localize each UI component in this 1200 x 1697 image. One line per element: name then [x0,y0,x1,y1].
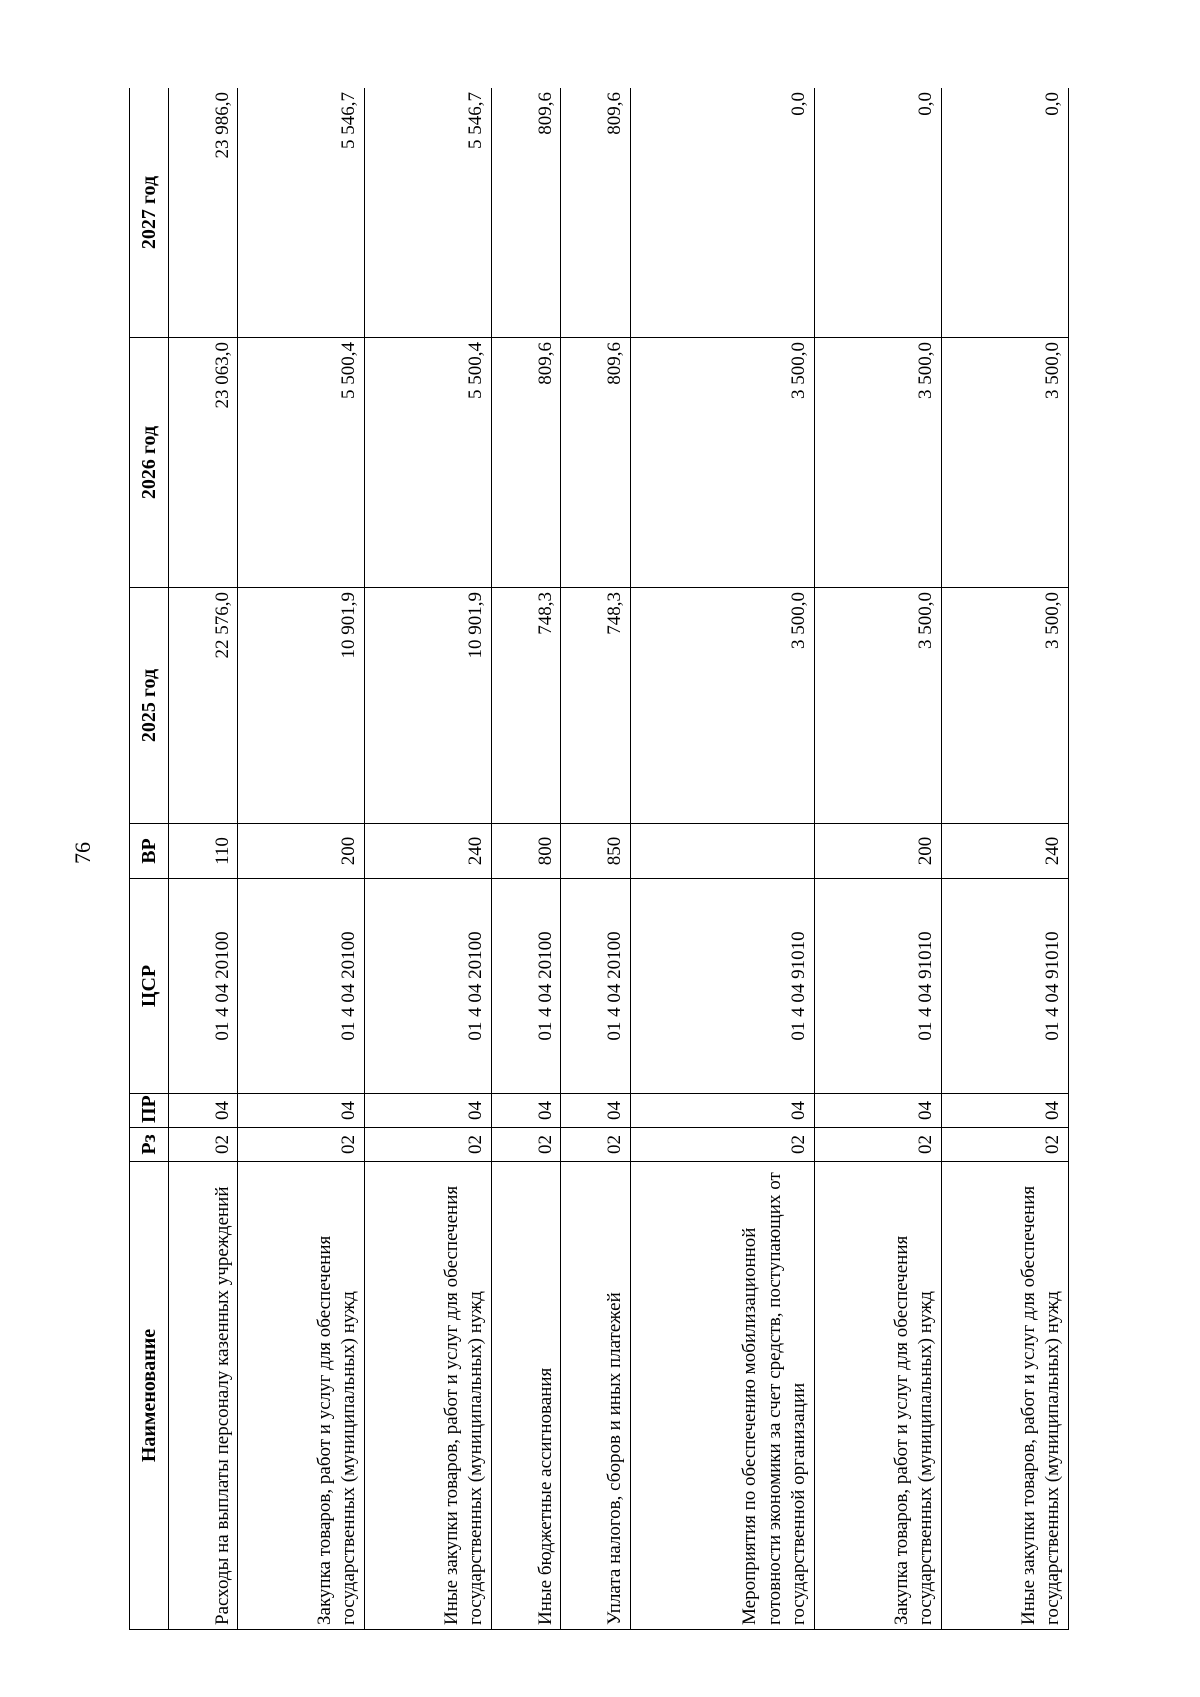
row-rz: 02 [942,1128,1069,1162]
header-vr: ВР [130,824,169,879]
table-row [492,88,561,1630]
row-2025: 10 901,9 [238,588,365,824]
row-pr: 04 [365,1094,492,1128]
row-rz: 02 [630,1128,815,1162]
header-2027: 2027 год [130,88,169,338]
row-csr: 01 4 04 20100 [169,879,238,1094]
row-2025: 3 500,0 [630,588,815,824]
row-rz: 02 [365,1128,492,1162]
row-2026: 5 500,4 [238,338,365,588]
row-csr: 01 4 04 20100 [492,879,561,1094]
row-2026: 3 500,0 [630,338,815,588]
table-row [942,88,1069,1630]
row-rz: 02 [238,1128,365,1162]
table-body [169,88,1069,1630]
row-pr: 04 [169,1094,238,1128]
row-rz: 02 [561,1128,630,1162]
table-row [238,88,365,1630]
header-rz: Рз [130,1128,169,1162]
row-vr [630,824,815,879]
row-2027: 809,6 [561,88,630,338]
row-name: Иные закупки товаров, работ и услуг для обеспечения государственных (муниципальных) нужд [942,1162,1069,1630]
row-csr: 01 4 04 20100 [561,879,630,1094]
row-2026: 5 500,4 [365,338,492,588]
rotated-table-container [129,88,1069,1630]
row-rz: 02 [492,1128,561,1162]
row-name: Иные бюджетные ассигнования [492,1162,561,1630]
row-pr: 04 [630,1094,815,1128]
row-rz: 02 [169,1128,238,1162]
row-2027: 0,0 [815,88,942,338]
row-2026: 3 500,0 [942,338,1069,588]
row-csr: 01 4 04 20100 [238,879,365,1094]
row-2025: 748,3 [561,588,630,824]
row-pr: 04 [561,1094,630,1128]
header-name: Наименование [130,1162,169,1630]
row-csr: 01 4 04 91010 [942,879,1069,1094]
row-2026: 23 063,0 [169,338,238,588]
row-vr: 200 [815,824,942,879]
row-pr: 04 [942,1094,1069,1128]
row-name: Мероприятия по обеспечению мобилизационной готовности экономики за счет средств, поступающих от государственной организации [630,1162,815,1630]
row-2027: 809,6 [492,88,561,338]
row-2025: 748,3 [492,588,561,824]
row-2026: 809,6 [492,338,561,588]
row-vr: 850 [561,824,630,879]
row-2027: 0,0 [942,88,1069,338]
row-rz: 02 [815,1128,942,1162]
table-row [815,88,942,1630]
row-2025: 3 500,0 [942,588,1069,824]
row-vr: 110 [169,824,238,879]
table-row [169,88,238,1630]
row-pr: 04 [815,1094,942,1128]
row-name: Иные закупки товаров, работ и услуг для обеспечения государственных (муниципальных) нужд [365,1162,492,1630]
row-name: Уплата налогов, сборов и иных платежей [561,1162,630,1630]
row-vr: 800 [492,824,561,879]
header-csr: ЦСР [130,879,169,1094]
row-vr: 200 [238,824,365,879]
row-csr: 01 4 04 91010 [630,879,815,1094]
row-2026: 809,6 [561,338,630,588]
row-name: Закупка товаров, работ и услуг для обеспечения государственных (муниципальных) нужд [238,1162,365,1630]
row-2027: 5 546,7 [238,88,365,338]
row-2025: 10 901,9 [365,588,492,824]
table-rotation-frame [129,88,1069,1630]
row-2026: 3 500,0 [815,338,942,588]
row-csr: 01 4 04 91010 [815,879,942,1094]
header-pr: ПР [130,1094,169,1128]
row-name: Расходы на выплаты персоналу казенных учреждений [169,1162,238,1630]
table-header-row [130,88,169,1630]
row-pr: 04 [492,1094,561,1128]
row-2025: 3 500,0 [815,588,942,824]
header-2026: 2026 год [130,338,169,588]
page-number: 76 [70,842,95,864]
table-row [630,88,815,1630]
row-2027: 5 546,7 [365,88,492,338]
row-2027: 23 986,0 [169,88,238,338]
row-2027: 0,0 [630,88,815,338]
row-csr: 01 4 04 20100 [365,879,492,1094]
row-vr: 240 [942,824,1069,879]
row-2025: 22 576,0 [169,588,238,824]
table-row [365,88,492,1630]
row-pr: 04 [238,1094,365,1128]
table-row [561,88,630,1630]
header-2025: 2025 год [130,588,169,824]
row-name: Закупка товаров, работ и услуг для обеспечения государственных (муниципальных) нужд [815,1162,942,1630]
budget-table [129,88,1069,1630]
row-vr: 240 [365,824,492,879]
